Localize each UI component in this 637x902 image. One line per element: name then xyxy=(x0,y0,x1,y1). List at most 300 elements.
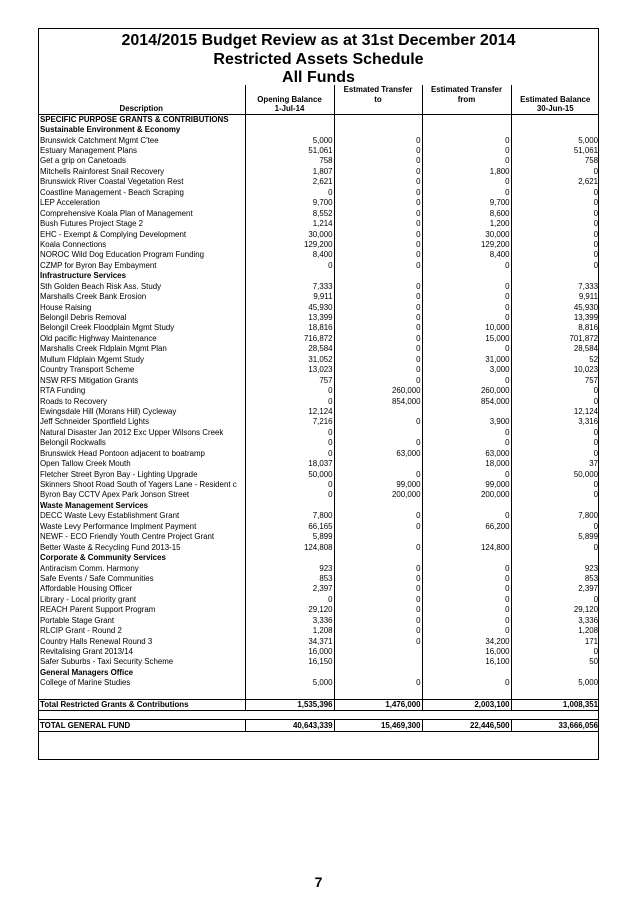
row-description: Country Transport Scheme xyxy=(40,365,135,375)
table-row xyxy=(38,584,599,594)
table-row xyxy=(38,605,599,615)
row-description: Waste Levy Performance Implment Payment xyxy=(40,521,197,531)
row-estimated-balance: 52 xyxy=(511,355,599,365)
row-transfer-from: 0 xyxy=(422,616,511,626)
row-opening-balance: 8,552 xyxy=(245,208,334,218)
row-transfer-from: 34,200 xyxy=(422,636,511,646)
row-description: Natural Disaster Jan 2012 Exc Upper Wilsons Creek xyxy=(40,427,224,437)
row-estimated-balance: 5,000 xyxy=(511,678,599,688)
row-transfer-from: 8,600 xyxy=(422,208,511,218)
row-transfer-from: 0 xyxy=(422,282,511,292)
table-row xyxy=(38,647,599,657)
row-description: Mullum Fldplain Mgemt Study xyxy=(40,354,144,364)
row-estimated-balance: 37 xyxy=(511,459,599,469)
row-estimated-balance: 1,208 xyxy=(511,626,599,636)
row-opening-balance: 3,336 xyxy=(245,616,334,626)
section-header-row xyxy=(38,271,599,281)
row-transfer-to: 0 xyxy=(334,334,422,344)
row-description: Roads to Recovery xyxy=(40,396,108,406)
row-opening-balance: 2,397 xyxy=(245,584,334,594)
header-estimated-date: 30-Jun-15 xyxy=(536,104,574,113)
row-estimated-balance: 29,120 xyxy=(511,605,599,615)
row-description: Belongil Rockwalls xyxy=(40,438,106,448)
row-transfer-from: 854,000 xyxy=(422,396,511,406)
table-row xyxy=(38,313,599,323)
section-title: Corporate & Community Services xyxy=(40,553,166,563)
table-row xyxy=(38,146,599,156)
row-transfer-from: 0 xyxy=(422,469,511,479)
table-row xyxy=(38,490,599,500)
table-row xyxy=(38,208,599,218)
row-description: Marshalls Creek Bank Erosion xyxy=(40,292,147,302)
row-description: College of Marine Studies xyxy=(40,678,131,688)
header-opening-date: 1-Jul-14 xyxy=(274,104,305,113)
document-fund-label: All Funds xyxy=(282,69,355,86)
page-number: 7 xyxy=(314,874,323,890)
total-general-balance: 33,666,056 xyxy=(511,720,599,731)
total-restricted-label: Total Restricted Grants & Contributions xyxy=(38,700,245,711)
table-row xyxy=(38,522,599,532)
section-title: General Managers Office xyxy=(40,667,133,677)
row-transfer-to: 0 xyxy=(334,188,422,198)
row-transfer-from xyxy=(422,532,511,542)
row-transfer-to xyxy=(334,407,422,417)
row-opening-balance: 0 xyxy=(245,396,334,406)
row-description: Brunswick Catchment Mgmt C'tee xyxy=(40,135,159,145)
row-description: Skinners Shoot Road South of Yagers Lane - Resident c xyxy=(40,480,237,490)
row-opening-balance: 923 xyxy=(245,563,334,573)
header-estimated-balance-label: Estimated Balance xyxy=(520,94,591,104)
row-transfer-from: 66,200 xyxy=(422,522,511,532)
row-description: Portable Stage Grant xyxy=(40,615,115,625)
row-transfer-from: 0 xyxy=(422,188,511,198)
row-estimated-balance: 3,336 xyxy=(511,616,599,626)
row-description: Get a grip on Canetoads xyxy=(40,156,126,166)
table-row xyxy=(38,616,599,626)
row-description: Library - Local priority grant xyxy=(40,594,137,604)
row-transfer-from: 16,100 xyxy=(422,657,511,667)
row-opening-balance: 5,000 xyxy=(245,678,334,688)
row-transfer-from: 0 xyxy=(422,156,511,166)
row-description: REACH Parent Support Program xyxy=(40,605,156,615)
row-transfer-to: 0 xyxy=(334,355,422,365)
row-transfer-to: 0 xyxy=(334,156,422,166)
row-transfer-from: 63,000 xyxy=(422,449,511,459)
row-estimated-balance: 0 xyxy=(511,198,599,208)
row-transfer-to: 260,000 xyxy=(334,386,422,396)
row-description: Better Waste & Recycling Fund 2013-15 xyxy=(40,542,181,552)
row-opening-balance: 8,400 xyxy=(245,250,334,260)
row-opening-balance: 0 xyxy=(245,438,334,448)
row-transfer-to: 0 xyxy=(334,626,422,636)
row-description: NOROC Wild Dog Education Program Funding xyxy=(40,250,205,260)
table-row xyxy=(38,407,599,417)
row-opening-balance: 0 xyxy=(245,188,334,198)
row-opening-balance: 716,872 xyxy=(245,334,334,344)
row-estimated-balance: 0 xyxy=(511,396,599,406)
row-opening-balance: 5,899 xyxy=(245,532,334,542)
row-transfer-from: 3,000 xyxy=(422,365,511,375)
row-transfer-from: 30,000 xyxy=(422,229,511,239)
row-transfer-from: 0 xyxy=(422,428,511,438)
row-estimated-balance: 0 xyxy=(511,167,599,177)
row-description: Koala Connections xyxy=(40,239,107,249)
table-row xyxy=(38,511,599,521)
row-description: EHC - Exempt & Complying Development xyxy=(40,229,187,239)
row-estimated-balance: 0 xyxy=(511,188,599,198)
row-transfer-to: 0 xyxy=(334,678,422,688)
total-general-label: TOTAL GENERAL FUND xyxy=(38,720,245,731)
row-transfer-to xyxy=(334,428,422,438)
header-transfer-from xyxy=(422,85,511,114)
row-description: NEWF - ECO Friendly Youth Centre Project Grant xyxy=(40,532,215,542)
row-estimated-balance: 0 xyxy=(511,250,599,260)
row-transfer-from: 0 xyxy=(422,292,511,302)
row-transfer-from: 0 xyxy=(422,574,511,584)
row-opening-balance: 29,120 xyxy=(245,605,334,615)
row-opening-balance: 853 xyxy=(245,574,334,584)
row-transfer-from: 8,400 xyxy=(422,250,511,260)
row-transfer-to: 0 xyxy=(334,469,422,479)
section-header-row xyxy=(38,668,599,678)
table-row xyxy=(38,229,599,239)
row-estimated-balance: 0 xyxy=(511,522,599,532)
row-description: Comprehensive Koala Plan of Management xyxy=(40,208,193,218)
table-row xyxy=(38,261,599,271)
row-transfer-to: 0 xyxy=(334,167,422,177)
row-transfer-from: 124,800 xyxy=(422,542,511,552)
row-opening-balance: 34,371 xyxy=(245,636,334,646)
row-transfer-from: 15,000 xyxy=(422,334,511,344)
row-opening-balance: 18,037 xyxy=(245,459,334,469)
row-description: Mitchells Rainforest Snail Recovery xyxy=(40,166,165,176)
row-opening-balance: 18,816 xyxy=(245,323,334,333)
header-opening-balance-label: Opening Balance xyxy=(257,94,322,104)
row-estimated-balance: 0 xyxy=(511,261,599,271)
table-row xyxy=(38,302,599,312)
header-description: Description xyxy=(38,85,245,114)
table-row xyxy=(38,282,599,292)
row-estimated-balance: 2,397 xyxy=(511,584,599,594)
row-opening-balance: 31,052 xyxy=(245,355,334,365)
table-row xyxy=(38,438,599,448)
row-description: Safer Suburbs - Taxi Security Scheme xyxy=(40,657,174,667)
row-estimated-balance: 12,124 xyxy=(511,407,599,417)
row-transfer-from: 0 xyxy=(422,438,511,448)
row-opening-balance: 5,000 xyxy=(245,135,334,145)
row-description: Open Tallow Creek Mouth xyxy=(40,459,131,469)
row-transfer-to: 0 xyxy=(334,595,422,605)
row-transfer-from: 0 xyxy=(422,313,511,323)
row-opening-balance: 129,200 xyxy=(245,240,334,250)
row-description: Brunswick Head Pontoon adjacent to boatramp xyxy=(40,448,205,458)
row-estimated-balance: 0 xyxy=(511,542,599,552)
row-opening-balance: 1,208 xyxy=(245,626,334,636)
row-opening-balance: 0 xyxy=(245,490,334,500)
document-subtitle: Restricted Assets Schedule xyxy=(213,51,424,68)
table-row xyxy=(38,449,599,459)
row-estimated-balance: 0 xyxy=(511,438,599,448)
row-opening-balance: 2,621 xyxy=(245,177,334,187)
row-transfer-to: 854,000 xyxy=(334,396,422,406)
row-transfer-from: 0 xyxy=(422,302,511,312)
row-estimated-balance: 0 xyxy=(511,428,599,438)
row-transfer-from: 0 xyxy=(422,584,511,594)
section-title: Waste Management Services xyxy=(40,500,149,510)
row-transfer-to: 0 xyxy=(334,522,422,532)
row-transfer-to: 0 xyxy=(334,417,422,427)
row-opening-balance: 124,808 xyxy=(245,542,334,552)
header-transfer-to-line2: to xyxy=(374,94,382,104)
row-description: Marshalls Creek Fldplain Mgmt Plan xyxy=(40,344,167,354)
total-general-transfer-from: 22,446,500 xyxy=(422,720,511,731)
table-row xyxy=(38,542,599,552)
row-description: Fletcher Street Byron Bay - Lighting Upgrade xyxy=(40,469,198,479)
row-transfer-to: 0 xyxy=(334,323,422,333)
row-transfer-from xyxy=(422,407,511,417)
row-transfer-from: 0 xyxy=(422,146,511,156)
row-transfer-to: 0 xyxy=(334,250,422,260)
row-estimated-balance: 0 xyxy=(511,386,599,396)
row-description: Byron Bay CCTV Apex Park Jonson Street xyxy=(40,490,190,500)
row-opening-balance: 1,214 xyxy=(245,219,334,229)
row-opening-balance: 45,930 xyxy=(245,302,334,312)
row-description: Affordable Housing Officer xyxy=(40,584,133,594)
row-transfer-from: 16,000 xyxy=(422,647,511,657)
table-row xyxy=(38,636,599,646)
row-estimated-balance: 0 xyxy=(511,229,599,239)
row-opening-balance: 0 xyxy=(245,261,334,271)
table-row xyxy=(38,626,599,636)
total-restricted-balance: 1,008,351 xyxy=(511,700,599,711)
row-transfer-to: 0 xyxy=(334,240,422,250)
row-transfer-from: 10,000 xyxy=(422,323,511,333)
row-description: Country Halls Renewal Round 3 xyxy=(40,636,153,646)
row-description: NSW RFS Mitigation Grants xyxy=(40,375,139,385)
row-transfer-to: 0 xyxy=(334,177,422,187)
row-estimated-balance: 0 xyxy=(511,595,599,605)
row-opening-balance: 66,165 xyxy=(245,522,334,532)
row-transfer-from: 18,000 xyxy=(422,459,511,469)
table-body xyxy=(38,114,599,689)
row-description: Old pacific Highway Maintenance xyxy=(40,333,157,343)
row-estimated-balance: 7,800 xyxy=(511,511,599,521)
row-transfer-from: 0 xyxy=(422,626,511,636)
row-transfer-from: 0 xyxy=(422,135,511,145)
row-transfer-from: 0 xyxy=(422,678,511,688)
document-title: 2014/2015 Budget Review as at 31st December 2014 xyxy=(121,32,516,49)
table-row xyxy=(38,469,599,479)
section-title: SPECIFIC PURPOSE GRANTS & CONTRIBUTIONS xyxy=(40,114,229,124)
row-opening-balance: 30,000 xyxy=(245,229,334,239)
row-description: Belongil Creek Floodplain Mgmt Study xyxy=(40,323,175,333)
header-estimated-balance xyxy=(511,85,599,114)
row-opening-balance: 0 xyxy=(245,595,334,605)
row-transfer-from: 99,000 xyxy=(422,480,511,490)
row-transfer-to: 0 xyxy=(334,198,422,208)
section-title: Infrastructure Services xyxy=(40,271,126,281)
row-transfer-to: 0 xyxy=(334,313,422,323)
table-row xyxy=(38,375,599,385)
section-header-row xyxy=(38,114,599,125)
total-restricted-opening: 1,535,396 xyxy=(245,700,334,711)
row-opening-balance: 1,807 xyxy=(245,167,334,177)
spacer-row xyxy=(38,711,599,720)
row-estimated-balance: 50,000 xyxy=(511,469,599,479)
row-estimated-balance: 0 xyxy=(511,647,599,657)
table-row xyxy=(38,198,599,208)
row-transfer-to: 0 xyxy=(334,292,422,302)
table-row xyxy=(38,177,599,187)
total-restricted-transfer-to: 1,476,000 xyxy=(334,700,422,711)
row-transfer-to: 0 xyxy=(334,636,422,646)
row-opening-balance: 16,150 xyxy=(245,657,334,667)
row-transfer-from: 31,000 xyxy=(422,355,511,365)
table-row xyxy=(38,595,599,605)
row-transfer-from: 1,800 xyxy=(422,167,511,177)
row-transfer-to: 200,000 xyxy=(334,490,422,500)
row-opening-balance: 0 xyxy=(245,428,334,438)
row-estimated-balance: 13,399 xyxy=(511,313,599,323)
table-row xyxy=(38,188,599,198)
row-transfer-to: 63,000 xyxy=(334,449,422,459)
header-transfer-from-line2: from xyxy=(457,94,476,104)
header-transfer-from-line1: Estimated Transfer xyxy=(430,85,503,94)
row-estimated-balance: 8,816 xyxy=(511,323,599,333)
row-transfer-to: 0 xyxy=(334,563,422,573)
row-estimated-balance: 0 xyxy=(511,480,599,490)
table-row xyxy=(38,532,599,542)
row-estimated-balance: 9,911 xyxy=(511,292,599,302)
row-estimated-balance: 45,930 xyxy=(511,302,599,312)
table-row xyxy=(38,678,599,688)
row-description: DECC Waste Levy Establishment Grant xyxy=(40,511,180,521)
row-transfer-from: 0 xyxy=(422,511,511,521)
row-estimated-balance: 701,872 xyxy=(511,334,599,344)
row-estimated-balance: 7,333 xyxy=(511,282,599,292)
row-opening-balance: 13,399 xyxy=(245,313,334,323)
row-description: RLCIP Grant - Round 2 xyxy=(40,626,122,636)
row-description: Bush Futures Project Stage 2 xyxy=(40,219,144,229)
table-row xyxy=(38,250,599,260)
total-general-transfer-to: 15,469,300 xyxy=(334,720,422,731)
row-transfer-from: 129,200 xyxy=(422,240,511,250)
total-restricted-transfer-from: 2,003,100 xyxy=(422,700,511,711)
row-transfer-to: 0 xyxy=(334,146,422,156)
row-description: LEP Acceleration xyxy=(40,198,100,208)
row-estimated-balance: 0 xyxy=(511,219,599,229)
row-opening-balance: 16,000 xyxy=(245,647,334,657)
row-transfer-to xyxy=(334,657,422,667)
header-transfer-to xyxy=(334,85,422,114)
row-transfer-from: 3,900 xyxy=(422,417,511,427)
total-restricted-row xyxy=(38,700,599,711)
row-transfer-from: 9,700 xyxy=(422,198,511,208)
row-description: Sth Golden Beach Risk Ass. Study xyxy=(40,281,162,291)
row-transfer-from: 0 xyxy=(422,605,511,615)
row-transfer-to xyxy=(334,647,422,657)
row-transfer-to xyxy=(334,532,422,542)
row-estimated-balance: 757 xyxy=(511,375,599,385)
row-transfer-from: 200,000 xyxy=(422,490,511,500)
row-estimated-balance: 5,899 xyxy=(511,532,599,542)
table-row xyxy=(38,428,599,438)
row-description: Brunswick River Coastal Vegetation Rest xyxy=(40,177,184,187)
row-estimated-balance: 0 xyxy=(511,240,599,250)
row-estimated-balance: 3,316 xyxy=(511,417,599,427)
row-transfer-to xyxy=(334,459,422,469)
row-transfer-from: 0 xyxy=(422,595,511,605)
row-opening-balance: 7,800 xyxy=(245,511,334,521)
total-general-opening: 40,643,339 xyxy=(245,720,334,731)
row-opening-balance: 51,061 xyxy=(245,146,334,156)
table-row xyxy=(38,459,599,469)
row-description: CZMP for Byron Bay Embayment xyxy=(40,260,157,270)
row-transfer-to: 0 xyxy=(334,375,422,385)
row-transfer-to: 0 xyxy=(334,344,422,354)
row-description: Coastline Management - Beach Scraping xyxy=(40,187,184,197)
row-opening-balance: 9,700 xyxy=(245,198,334,208)
row-opening-balance: 0 xyxy=(245,386,334,396)
section-header-row xyxy=(38,553,599,563)
table-row xyxy=(38,167,599,177)
row-estimated-balance: 10,023 xyxy=(511,365,599,375)
row-description: House Raising xyxy=(40,302,92,312)
row-opening-balance: 7,333 xyxy=(245,282,334,292)
table-row xyxy=(38,323,599,333)
row-transfer-to: 99,000 xyxy=(334,480,422,490)
row-transfer-to: 0 xyxy=(334,208,422,218)
row-transfer-from: 0 xyxy=(422,563,511,573)
header-transfer-to-line1: Estmated Transfer xyxy=(343,85,413,94)
table-row xyxy=(38,386,599,396)
section-title: Sustainable Environment & Economy xyxy=(40,125,181,135)
row-estimated-balance: 0 xyxy=(511,449,599,459)
table-row xyxy=(38,574,599,584)
row-transfer-to: 0 xyxy=(334,229,422,239)
row-estimated-balance: 0 xyxy=(511,208,599,218)
table-row xyxy=(38,219,599,229)
row-transfer-to: 0 xyxy=(334,574,422,584)
row-transfer-to: 0 xyxy=(334,438,422,448)
spacer-row xyxy=(38,689,599,700)
row-transfer-from: 0 xyxy=(422,177,511,187)
row-description: RTA Funding xyxy=(40,386,86,396)
row-transfer-to: 0 xyxy=(334,219,422,229)
row-opening-balance: 0 xyxy=(245,480,334,490)
row-transfer-to: 0 xyxy=(334,365,422,375)
row-transfer-from: 1,200 xyxy=(422,219,511,229)
row-opening-balance: 757 xyxy=(245,375,334,385)
table-header-row xyxy=(38,85,599,114)
row-transfer-to: 0 xyxy=(334,605,422,615)
row-transfer-from: 0 xyxy=(422,344,511,354)
row-transfer-to: 0 xyxy=(334,511,422,521)
row-description: Belongil Debris Removal xyxy=(40,313,127,323)
row-transfer-to: 0 xyxy=(334,584,422,594)
row-estimated-balance: 5,000 xyxy=(511,135,599,145)
total-general-fund-row xyxy=(38,720,599,731)
table-row xyxy=(38,396,599,406)
row-opening-balance: 9,911 xyxy=(245,292,334,302)
row-description: Antiracism Comm. Harmony xyxy=(40,563,139,573)
row-description: Jeff Schneider Sportfield Lights xyxy=(40,417,150,427)
table-row xyxy=(38,240,599,250)
row-description: Estuary Management Plans xyxy=(40,146,137,156)
row-transfer-from: 260,000 xyxy=(422,386,511,396)
table-row xyxy=(38,657,599,667)
row-opening-balance: 7,216 xyxy=(245,417,334,427)
